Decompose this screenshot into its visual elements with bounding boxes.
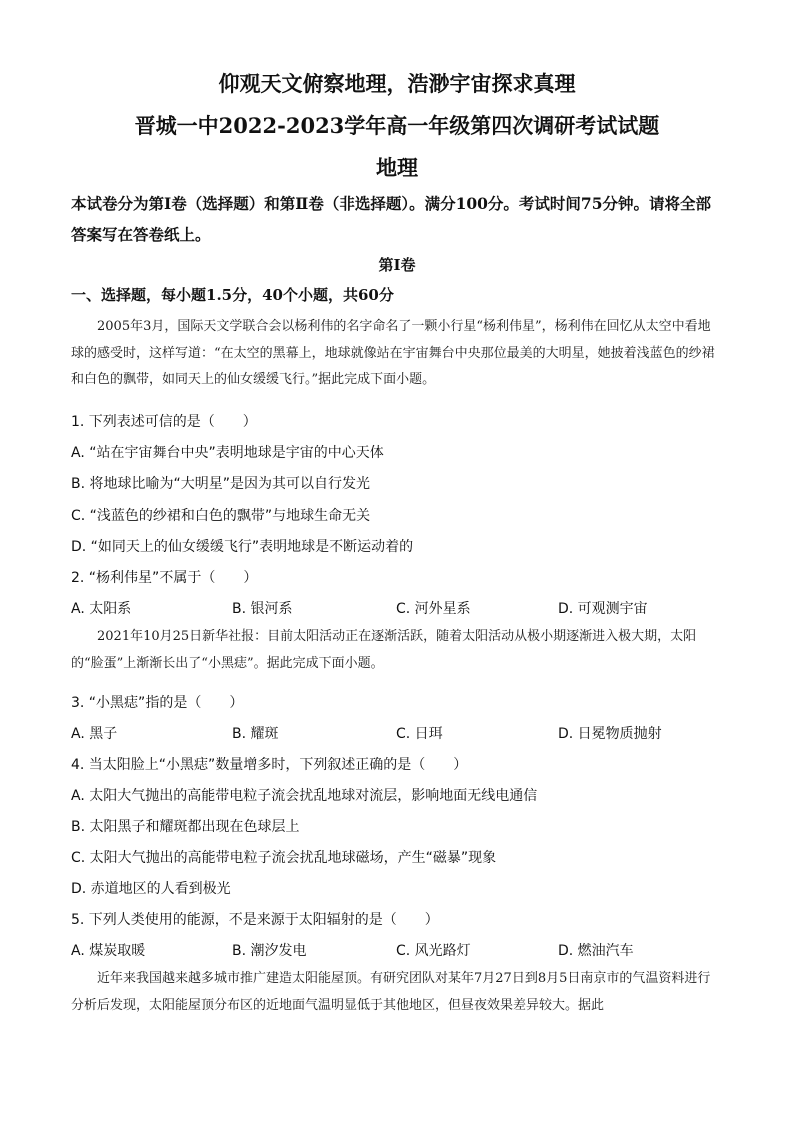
question-5-stem: 5. 下列人类使用的能源，不是来源于太阳辐射的是（ ） [71,912,439,928]
question-4-option-d: D. 赤道地区的人看到极光 [71,881,231,897]
question-5-option-d: D. 燃油汽车 [558,943,634,959]
question-2-stem: 2. “杨利伟星”不属于（ ） [71,570,258,586]
exam-instructions: 本试卷分为第Ⅰ卷（选择题）和第Ⅱ卷（非选择题）。满分100分。考试时间75分钟。请将全部答案写在答卷纸上。 [71,194,711,244]
question-4-option-a: A. 太阳大气抛出的高能带电粒子流会扰乱地球对流层，影响地面无线电通信 [71,788,538,804]
question-3-option-d: D. 日冕物质抛射 [558,726,662,742]
question-4-option-b: B. 太阳黑子和耀斑都出现在色球层上 [71,819,300,835]
exam-title: 晋城一中2022-2023学年高一年级第四次调研考试试题 [134,113,660,138]
question-2-option-b: B. 银河系 [232,601,293,617]
question-5-option-a: A. 煤炭取暖 [71,943,146,959]
question-3-stem: 3. “小黑痣”指的是（ ） [71,695,244,711]
volume-heading: 第Ⅰ卷 [378,256,416,274]
question-3-option-a: A. 黑子 [71,726,118,742]
question-1-option-c: C. “浅蓝色的纱裙和白色的飘带”与地球生命无关 [71,508,371,524]
page-title: 仰观天文俯察地理，浩渺宇宙探求真理 [218,71,576,96]
question-2-option-a: A. 太阳系 [71,601,132,617]
reading-material-3: 近年来我国越来越多城市推广建造太阳能屋顶。有研究团队对某年7月27日到8月5日南京市的气温资料进行分析后发现，太阳能屋顶分布区的近地面气温明显低于其他地区，但昼夜效果差异较大。据此 [71,971,711,1013]
question-5-option-c: C. 风光路灯 [396,943,471,959]
reading-material-2: 2021年10月25日新华社报：目前太阳活动正在逐渐活跃，随着太阳活动从极小期逐渐进入极大期，太阳的“脸蛋”上渐渐长出了“小黑痣”。据此完成下面小题。 [71,629,697,671]
question-3-option-b: B. 耀斑 [232,726,279,742]
question-3-option-c: C. 日珥 [396,726,443,742]
question-5-option-b: B. 潮汐发电 [232,943,307,959]
question-1-stem: 1. 下列表述可信的是（ ） [71,414,257,430]
question-1-option-b: B. 将地球比喻为“大明星”是因为其可以自行发光 [71,476,371,492]
question-2-option-d: D. 可观测宇宙 [558,601,648,617]
subject-title: 地理 [376,155,418,180]
question-4-stem: 4. 当太阳脸上“小黑痣”数量增多时，下列叙述正确的是（ ） [71,757,468,773]
question-1-option-a: A. “站在宇宙舞台中央”表明地球是宇宙的中心天体 [71,445,384,461]
question-2-option-c: C. 河外星系 [396,601,471,617]
reading-material-1: 2005年3月，国际天文学联合会以杨利伟的名字命名了一颗小行星“杨利伟星”，杨利伟在回忆从太空中看地球的感受时，这样写道：“在太空的黑幕上，地球就像站在宇宙舞台中央那位最美的大明星，她披着浅蓝色的纱裙和白色的飘带，如同天上的仙女缓缓飞行。”据此完成下面小题。 [71,319,715,387]
section-heading: 一、选择题，每小题1.5分，40个小题，共60分 [71,286,394,304]
question-4-option-c: C. 太阳大气抛出的高能带电粒子流会扰乱地球磁场，产生“磁暴”现象 [71,850,497,866]
question-1-option-d: D. “如同天上的仙女缓缓飞行”表明地球是不断运动着的 [71,539,414,555]
